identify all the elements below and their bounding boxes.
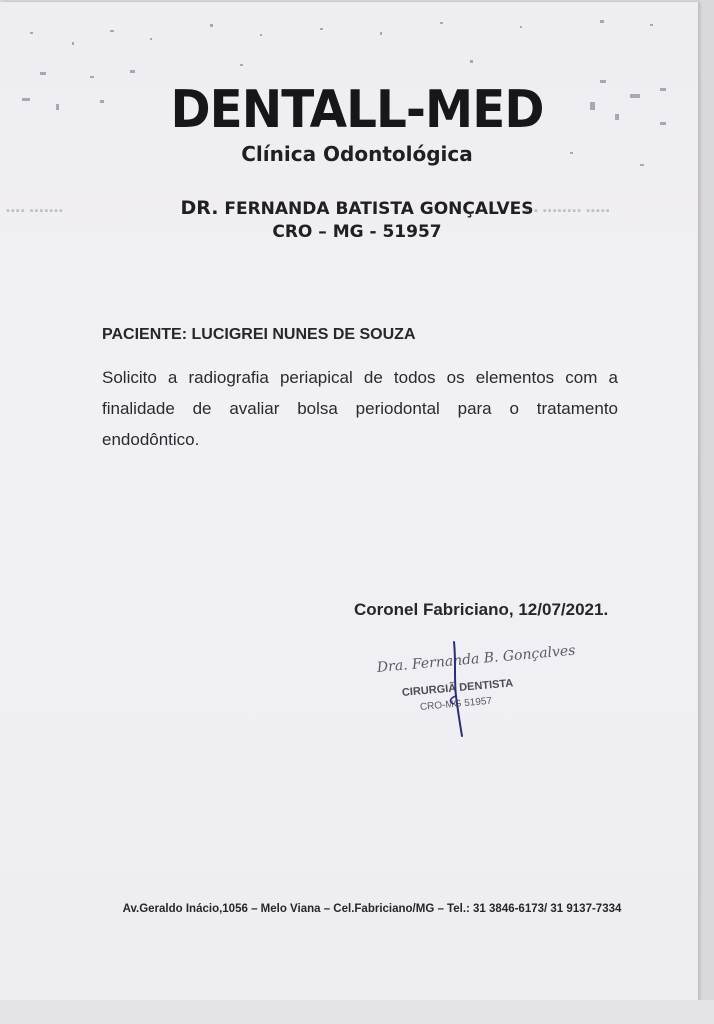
request-text: Solicito a radiografia periapical de todos os elementos com a finalidade de avaliar bolsa periodontal para o tratamento endodôntico.: [102, 368, 618, 449]
ghost-text-left: ▪▪▪▪ ▪▪▪▪▪▪▪: [6, 205, 64, 217]
clinic-brand: DENTALL-MED: [170, 80, 544, 140]
clinic-subtitle: Clínica Odontológica: [241, 142, 473, 166]
doctor-full-name: FERNANDA BATISTA GONÇALVES: [224, 199, 534, 219]
handwritten-signature-stroke: [370, 640, 570, 740]
patient-line: PACIENTE: LUCIGREI NUNES DE SOUZA: [102, 326, 416, 343]
doctor-name: [0, 197, 714, 219]
doctor-cro: CRO – MG - 51957: [272, 222, 442, 242]
stamp-role: CIRURGIÃ DENTISTA: [401, 677, 514, 699]
ghost-text-right: ▪ ▪ ▪▪▪▪▪▪▪▪ ▪▪▪▪▪: [525, 205, 611, 217]
place-date: Coronel Fabriciano, 12/07/2021.: [354, 600, 609, 619]
stamp-signature-name: Dra. Fernanda B. Gonçalves: [376, 642, 577, 676]
stamp-cro: CRO-MG 51957: [419, 695, 493, 713]
footer-address: Av.Geraldo Inácio,1056 – Melo Viana – Cel.Fabriciano/MG – Tel.: 31 3846-6173/ 31 9137-7334: [122, 903, 622, 915]
desk-surface: [0, 1000, 714, 1024]
doctor-prefix: DR.: [180, 197, 219, 219]
signature-stamp: [370, 640, 577, 740]
